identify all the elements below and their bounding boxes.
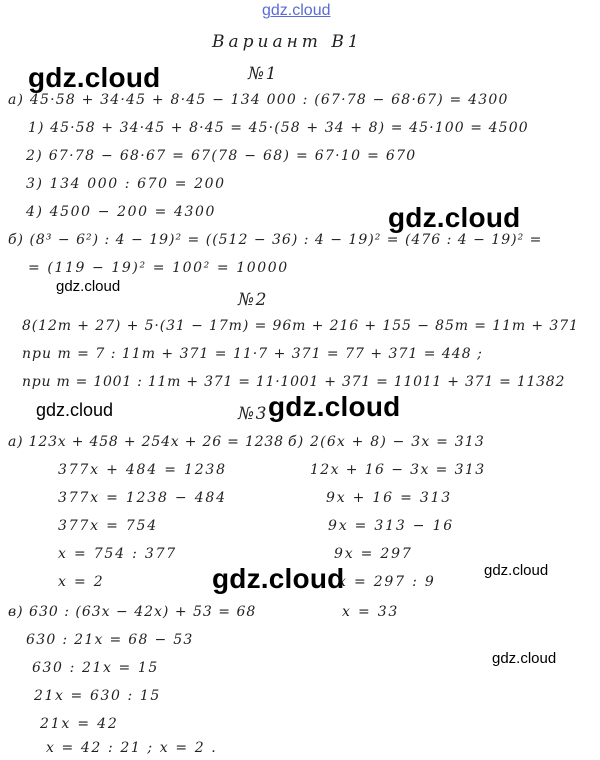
watermark-left-middle: gdz.cloud: [36, 400, 114, 420]
task-3b-line-2: 12x + 16 − 3x = 313: [310, 462, 486, 478]
task-3v-line-6: x = 42 : 21 ; x = 2 .: [46, 740, 218, 756]
task-3b-line-7: x = 33: [342, 604, 400, 620]
task-3a-line-5: x = 754 : 377: [58, 546, 177, 562]
task-3v-line-5: 21x = 42: [40, 716, 119, 732]
task-3a-line-4: 377x = 754: [58, 518, 158, 534]
task-1b-continuation: = (119 − 19)² = 100² = 10000: [28, 260, 289, 276]
variant-heading: Вариант В1: [212, 32, 363, 52]
task-1a-step-3: 3) 134 000 : 670 = 200: [26, 176, 226, 192]
task-3a-line-1: а) 123x + 458 + 254x + 26 = 1238: [8, 434, 284, 450]
watermark-small-left: gdz.cloud: [56, 278, 121, 295]
task-3b-line-5: 9x = 297: [334, 546, 413, 562]
task-3v-line-2: 630 : 21x = 68 − 53: [26, 632, 194, 648]
watermark-right-lower: gdz.cloud: [484, 562, 549, 579]
watermark-lower-center: gdz.cloud: [212, 563, 345, 594]
task-2-case-2: при m = 1001 : 11m + 371 = 11·1001 + 371 = 11011 + 371 = 11382: [22, 374, 566, 390]
watermark-left-upper: gdz.cloud: [28, 62, 161, 93]
task-3b-line-3: 9x + 16 = 313: [326, 490, 453, 506]
watermark-top: gdz.cloud: [262, 2, 331, 19]
task-3b-line-1: б) 2(6x + 8) − 3x = 313: [288, 434, 486, 450]
watermark-right-upper: gdz.cloud: [388, 202, 521, 233]
task-3v-line-3: 630 : 21x = 15: [32, 660, 159, 676]
task-1-number: №1: [248, 64, 279, 84]
task-1a-expression: а) 45·58 + 34·45 + 8·45 − 134 000 : (67·78 − 68·67) = 4300: [8, 92, 509, 108]
task-3b-line-6: x = 297 : 9: [338, 574, 436, 590]
task-3a-line-2: 377x + 484 = 1238: [58, 462, 227, 478]
watermark-center: gdz.cloud: [268, 391, 401, 422]
watermark-right-bottom: gdz.cloud: [492, 650, 557, 667]
task-2-case-1: при m = 7 : 11m + 371 = 11·7 + 371 = 77 + 371 = 448 ;: [22, 346, 483, 362]
task-2-number: №2: [238, 290, 269, 310]
task-1a-step-2: 2) 67·78 − 68·67 = 67(78 − 68) = 67·10 = 670: [26, 148, 417, 164]
task-3b-line-4: 9x = 313 − 16: [328, 518, 455, 534]
task-3a-line-6: x = 2: [58, 574, 105, 590]
task-2-expression: 8(12m + 27) + 5·(31 − 17m) = 96m + 216 + 155 − 85m = 11m + 371: [22, 318, 579, 334]
task-1b-expression: б) (8³ − 6²) : 4 − 19)² = ((512 − 36) : 4 − 19)² = (476 : 4 − 19)² =: [8, 232, 543, 248]
task-3v-line-1: в) 630 : (63x − 42x) + 53 = 68: [8, 604, 257, 620]
task-1a-step-4: 4) 4500 − 200 = 4300: [26, 204, 217, 220]
task-3a-line-3: 377x = 1238 − 484: [58, 490, 227, 506]
task-1a-step-1: 1) 45·58 + 34·45 + 8·45 = 45·(58 + 34 + 8) = 45·100 = 4500: [28, 120, 529, 136]
task-3-number: №3: [238, 404, 269, 424]
task-3v-line-4: 21x = 630 : 15: [34, 688, 161, 704]
